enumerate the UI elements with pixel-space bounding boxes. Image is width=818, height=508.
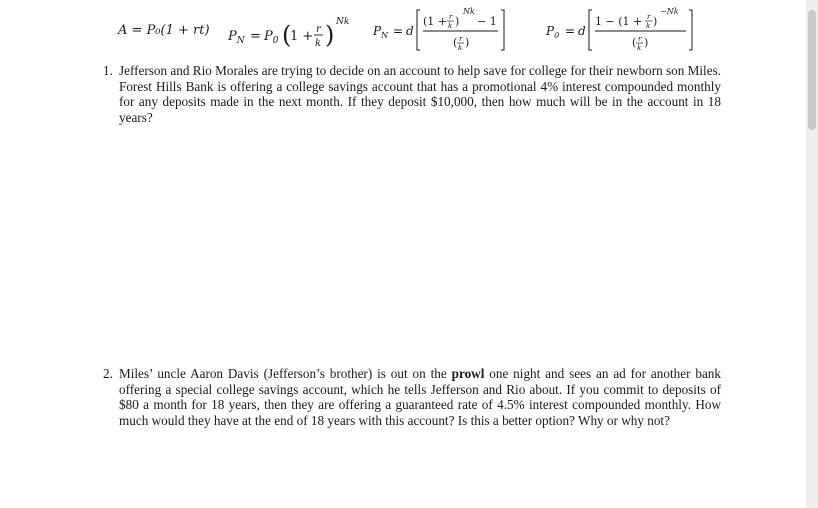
problem-1 (103, 63, 721, 125)
svg-text:r: r (459, 35, 463, 43)
svg-text:1 +: 1 + (290, 29, 314, 44)
svg-text:(: ( (453, 36, 458, 49)
svg-text:(1 +: (1 + (423, 15, 448, 28)
problem-2 (103, 366, 721, 428)
svg-text:(: ( (632, 36, 637, 49)
svg-text:): ) (325, 21, 335, 49)
problem-text: Miles’ uncle Aaron Davis (Jefferson’s brother) is out on the prowl one night and sees an ad for another bank offering a special college savings account, which he tells Jefferson and Rio about. If you commit to deposits of $80 a month for 18 years, then they are offering a guaranteed rate of 4.5% interest compounded monthly. How much would they have at the end of 18 years with this account? Is this a better option? Why or why not? (119, 366, 721, 428)
svg-text:1 − (1 +: 1 − (1 + (595, 15, 643, 28)
svg-text:k: k (646, 22, 651, 30)
bold-word: prowl (451, 366, 485, 381)
compound-r: r (316, 24, 321, 35)
svg-text:=: = (565, 24, 576, 38)
svg-text:): ) (455, 15, 460, 28)
svg-text:−Nk: −Nk (660, 7, 679, 16)
formula-bar (0, 4, 806, 60)
svg-text:d: d (406, 24, 414, 38)
svg-text:P0: $P_0$ (546, 24, 560, 40)
svg-text:Nk: Nk (463, 7, 475, 16)
svg-text:− 1: − 1 (477, 15, 497, 28)
svg-text:P0: $P_0$ (264, 29, 279, 46)
svg-text:r: r (647, 13, 651, 21)
formula-compound-interest (228, 10, 358, 54)
svg-text:(: ( (282, 21, 292, 49)
compound-exponent: Nk (336, 17, 350, 27)
problem-text: Jefferson and Rio Morales are trying to decide on an account to help save for college for their newborn son Miles. Forest Hills Bank is offering a college savings account that has a promotional 4% interest compounded monthly for any deposits made in the next month. If they deposit $10,000, then how much will be in the account in 18 years? (119, 63, 721, 125)
formula-annuity-present-value (546, 4, 706, 54)
svg-text:r: r (638, 35, 642, 43)
svg-text:k: k (637, 44, 642, 52)
svg-text:k: k (448, 22, 453, 30)
compound-k: k (315, 38, 322, 49)
formula-simple-interest: A = P₀(1 + rt) (118, 23, 210, 38)
svg-text:r: r (449, 13, 453, 21)
svg-text:=: = (393, 24, 404, 38)
formula-lhs: A (118, 23, 128, 38)
formula-rhs: P₀(1 + rt) (146, 23, 210, 38)
formula-annuity-future-value (373, 4, 523, 54)
svg-text:d: d (578, 24, 586, 38)
svg-text:k: k (458, 44, 463, 52)
svg-text:=: = (250, 29, 261, 44)
problem-number: 2. (103, 366, 113, 381)
svg-text:): ) (465, 36, 470, 49)
problem-number: 1. (103, 63, 113, 78)
formula-lhs: $P_N$ (228, 29, 245, 46)
scrollbar-thumb[interactable] (808, 10, 816, 130)
svg-text:): ) (644, 36, 649, 49)
svg-text:PN: $P_N$ (373, 24, 389, 40)
svg-text:): ) (653, 15, 658, 28)
vertical-scrollbar[interactable] (806, 0, 818, 508)
